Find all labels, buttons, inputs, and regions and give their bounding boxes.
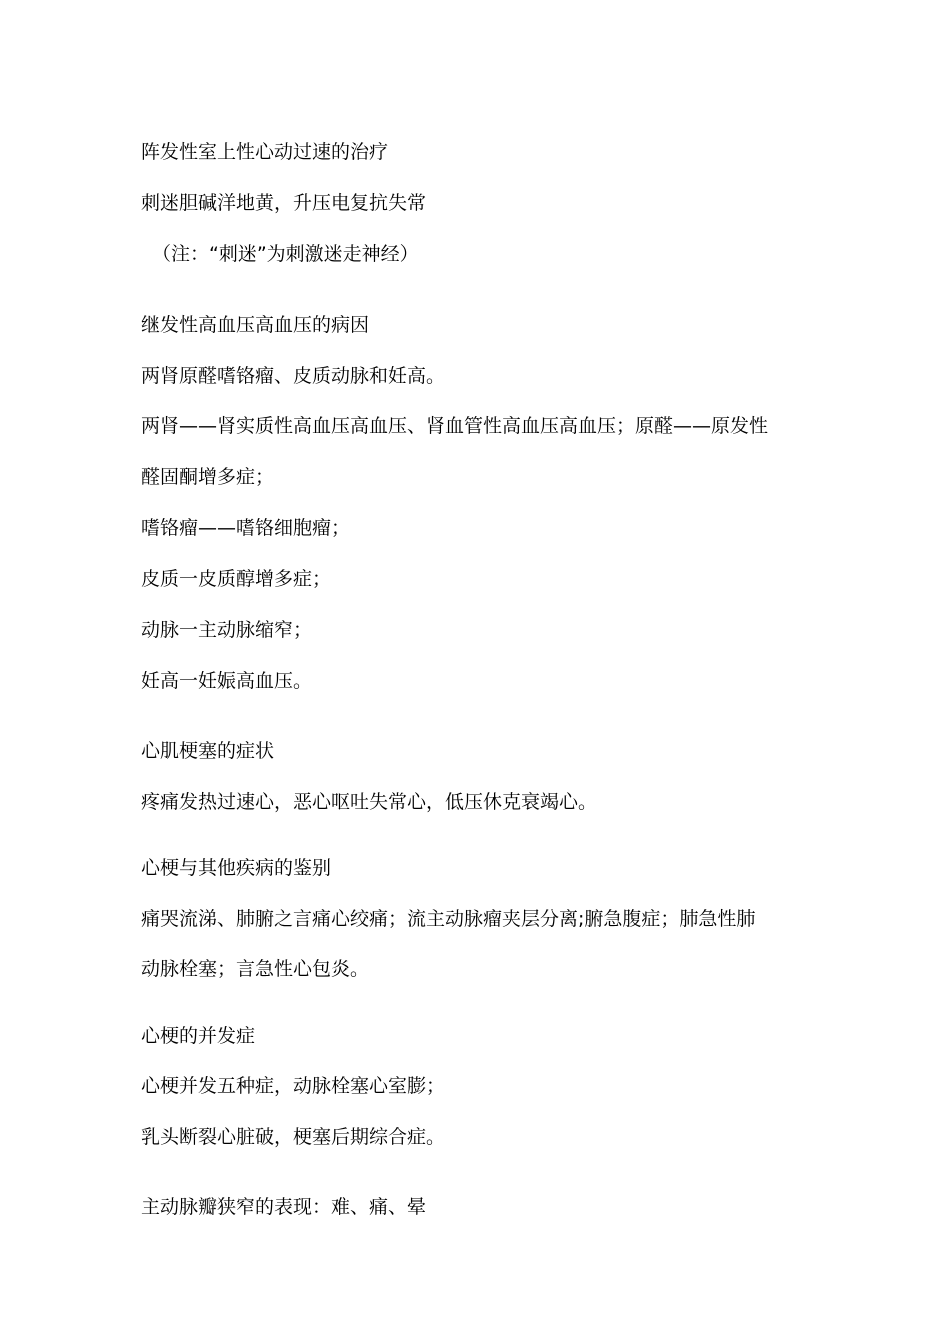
mnemonic-mi-complications-1: 心梗并发五种症，动脉栓塞心室膨； — [141, 1075, 446, 1097]
heading-mi-symptoms: 心肌梗塞的症状 — [141, 740, 275, 762]
mnemonic-mi-differential-cont: 动脉栓塞；言急性心包炎。 — [141, 958, 370, 980]
heading-mi-differential: 心梗与其他疾病的鉴别 — [141, 857, 332, 879]
mnemonic-secondary-hypertension: 两肾原醛嗜铬瘤、皮质动脉和妊高。 — [141, 365, 446, 387]
mnemonic-mi-differential: 痛哭流涕、肺腑之言痛心绞痛；流主动脉瘤夹层分离;腑急腹症；肺急性肺 — [141, 908, 756, 930]
detail-pregnancy-hypertension: 妊高一妊娠高血压。 — [141, 670, 313, 692]
mnemonic-psvt: 刺迷胆碱洋地黄，升压电复抗失常 — [141, 192, 427, 214]
heading-mi-complications: 心梗的并发症 — [141, 1025, 256, 1047]
detail-pheochromocytoma: 嗜铬瘤——嗜铬细胞瘤； — [141, 517, 351, 539]
heading-aortic-stenosis: 主动脉瓣狭窄的表现：难、痛、晕 — [141, 1196, 427, 1218]
detail-kidney-aldosterone: 两肾——肾实质性高血压高血压、肾血管性高血压高血压；原醛——原发性 — [141, 415, 769, 437]
heading-psvt-treatment: 阵发性室上性心动过速的治疗 — [141, 141, 389, 163]
heading-secondary-hypertension: 继发性高血压高血压的病因 — [141, 314, 370, 336]
mnemonic-mi-complications-2: 乳头断裂心脏破，梗塞后期综合症。 — [141, 1126, 446, 1148]
mnemonic-mi-symptoms: 疼痛发热过速心，恶心呕吐失常心，低压休克衰竭心。 — [141, 791, 598, 813]
detail-kidney-aldosterone-cont: 醛固酮增多症； — [141, 466, 275, 488]
detail-cortisol: 皮质一皮质醇增多症； — [141, 568, 332, 590]
note-psvt: （注：“刺迷”为刺激迷走神经） — [152, 243, 419, 265]
detail-aortic-coarctation: 动脉一主动脉缩窄； — [141, 619, 313, 641]
